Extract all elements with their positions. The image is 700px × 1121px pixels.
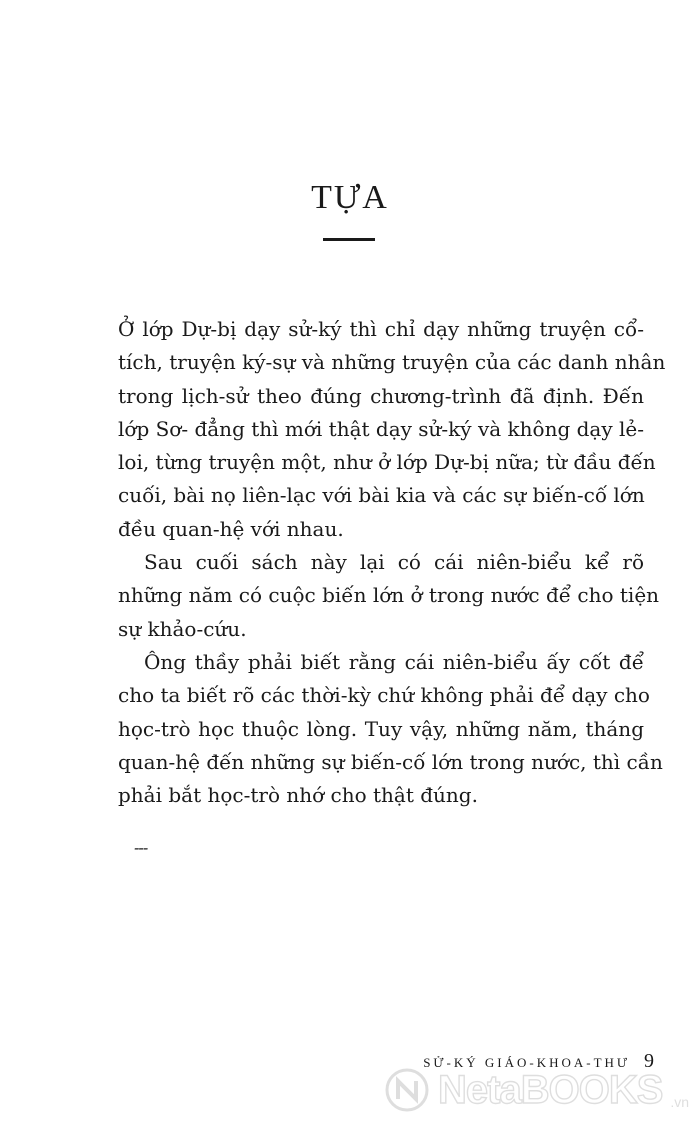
text-line: cho ta biết rõ các thời-kỳ chứ không phải để dạy cho bbox=[118, 683, 650, 708]
logo-icon bbox=[384, 1067, 430, 1113]
text-line: cuối, bài nọ liên-lạc với bài kia và các sự biến-cố lớn bbox=[118, 483, 645, 508]
running-head: SỬ-KÝ GIÁO-KHOA-THƯ bbox=[423, 1055, 630, 1070]
text-line: học-trò học thuộc lòng. Tuy vậy, những năm, tháng bbox=[118, 716, 644, 741]
page-title: TỰA bbox=[311, 179, 389, 216]
end-ornament: --- bbox=[134, 838, 148, 857]
text-line: sự khảo-cứu. bbox=[118, 616, 247, 641]
text-line: phải bắt học-trò nhớ cho thật đúng. bbox=[118, 783, 478, 808]
text-line: Ở lớp Dự-bị dạy sử-ký thì chỉ dạy những truyện cổ- bbox=[118, 317, 644, 341]
text-line: loi, từng truyện một, như ở lớp Dự-bị nữa; từ đầu đến bbox=[118, 450, 656, 475]
text-line: đều quan-hệ với nhau. bbox=[118, 516, 344, 541]
page-number: 9 bbox=[644, 1050, 654, 1072]
text-line: những năm có cuộc biến lớn ở trong nước để cho tiện bbox=[118, 583, 660, 608]
watermark bbox=[384, 1060, 700, 1120]
text-line: Sau cuối sách này lại có cái niên-biểu kể rõ bbox=[144, 550, 644, 575]
text-line: lớp Sơ- đẳng thì mới thật dạy sử-ký và không dạy lẻ- bbox=[118, 416, 644, 441]
watermark-suffix: .vn bbox=[670, 1094, 690, 1110]
text-line: tích, truyện ký-sự và những truyện của các danh nhân bbox=[118, 350, 666, 375]
title-underline bbox=[323, 238, 375, 241]
text-line: trong lịch-sử theo đúng chương-trình đã định. Đến bbox=[118, 383, 644, 408]
body-text bbox=[118, 313, 666, 812]
text-line: Ông thầy phải biết rằng cái niên-biểu ấy cốt để bbox=[144, 649, 644, 674]
watermark-brand: NetaBOOKS bbox=[438, 1067, 663, 1112]
text-line: quan-hệ đến những sự biến-cố lớn trong nước, thì cần bbox=[118, 749, 663, 774]
